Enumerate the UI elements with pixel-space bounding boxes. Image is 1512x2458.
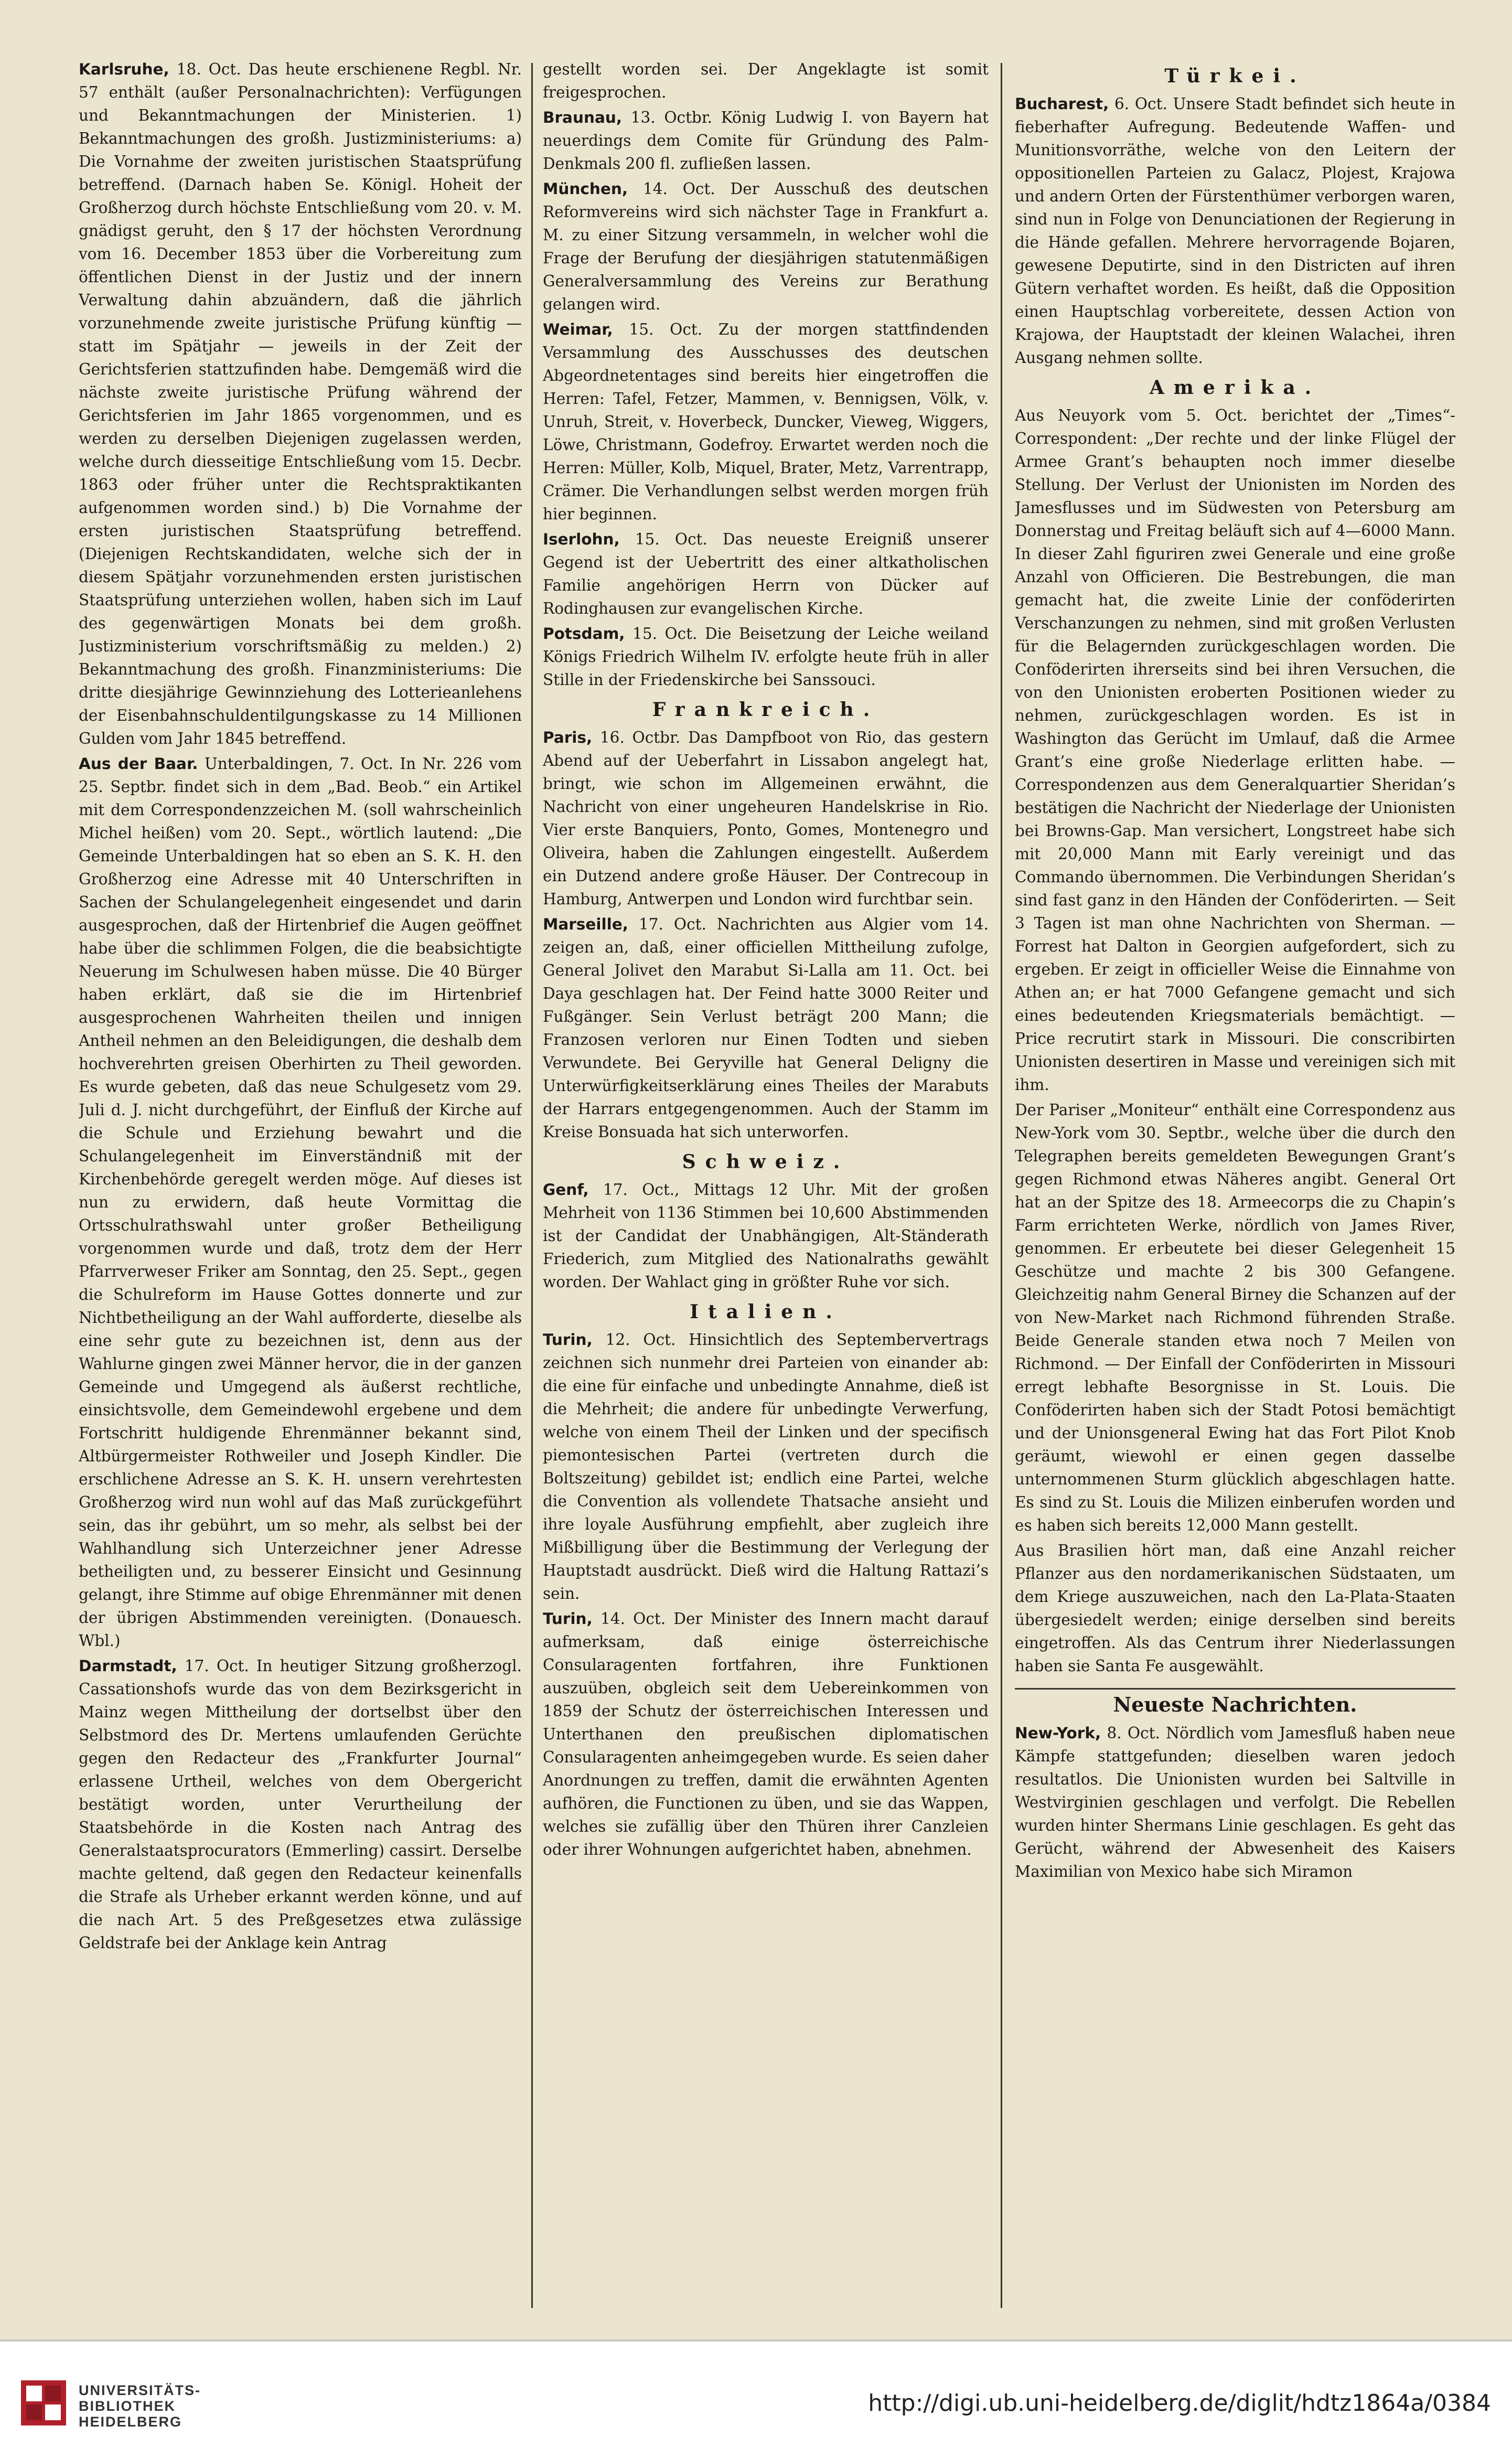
- article-text: 14. Oct. Der Minister des Innern macht darauf aufmerksam, daß einige österreichische Consularagenten fortfahren, ihre Funktionen auszuüben, obgleich seit dem Uebereinkommen von 1859 der Schutz der österreichischen Interessen und Unterthanen den preußischen diplomatischen Consularagenten anheimgegeben wurde. Es seien daher Anordnungen zu treffen, damit die erwähnten Agenten aufhören, die Functionen zu üben, und sie das Wappen, welches sie zufällig über den Thüren ihrer Canzleien oder ihrer Wohnungen aufgerichtet haben, abnehmen.: [543, 1610, 989, 1858]
- column-3: [1015, 58, 1455, 2318]
- article-text: 16. Octbr. Das Dampfboot von Rio, das gestern Abend auf der Ueberfahrt in Lissabon angelegt hat, bringt, wie schon im Allgemeinen erwähnt, die Nachricht von einer ungeheuren Handelskrise in Rio. Vier erste Banquiers, Ponto, Gomes, Montenegro und Oliveira, haben die Zahlungen eingestellt. Außerdem ein Dutzend andere große Häuser. Der Contrecoup in Hamburg, Antwerpen und London wird furchtbar sein.: [543, 729, 989, 908]
- article-text: 8. Oct. Nördlich vom Jamesfluß haben neue Kämpfe stattgefunden; dieselben waren jedoch resultatlos. Die Unionisten wurden bei Saltville in Westvirginien geschlagen und verfolgt. Die Rebellen wurden hinter Shermans Linie geschlagen. Es geht das Gerücht, während der Abwesenheit des Kaisers Maximilian von Mexico habe sich Miramon: [1015, 1724, 1455, 1880]
- news-article: [1015, 1098, 1455, 1537]
- dateline-place: Paris,: [543, 729, 593, 746]
- section-heading: Türkei.: [1164, 65, 1306, 87]
- article-text: 13. Octbr. König Ludwig I. von Bayern hat neuerdings dem Comite für Gründung des Palm-Denkmals 200 fl. zufließen lassen.: [543, 109, 989, 173]
- article-text: 18. Oct. Das heute erschienene Regbl. Nr. 57 enthält (außer Personalnachrichten): Verfügungen und Bekanntmachungen der Ministerien. 1) Bekanntmachungen des großh. Justizministeriums: a) Die Vornahme der zweiten juristischen Staatsprüfung betreffend. (Darnach haben Se. Königl. Hoheit der Großherzog durch höchste Entschließung vom 20. v. M. gnädigst geruht, den § 17 der höchsten Verordnung vom 16. December 1853 über die Vorbereitung zum öffentlichen Dienst in der Justiz und der innern Verwaltung dahin abzuändern, daß die jährlich vorzunehmende zweite juristische Prüfung künftig — statt im Spätjahr — jeweils in der Zeit der Gerichtsferien stattzufinden habe. Demgemäß wird die nächste zweite juristische Prüfung während der Gerichtsferien im Jahr 1865 vorgenommen, und es werden zu derselben Diejenigen zugelassen werden, welche durch diesseitige Entschließung vom 15. Decbr. 1863 oder früher unter die Rechtspraktikanten aufgenommen worden sind.) b) Die Vornahme der ersten juristischen Staatsprüfung betreffend. (Diejenigen Rechtskandidaten, welche sich der in diesem Spätjahr vorzunehmenden ersten juristischen Staatsprüfung unterziehen wollen, haben sich im Lauf des gegenwärtigen Monats bei dem großh. Justizministerium vorschriftsmäßig zu melden.) 2) Bekanntmachung des großh. Finanzministeriums: Die dritte diesjährige Gewinnziehung des Lotterieanlehens der Eisenbahnschuldentilgungskasse zu 14 Millionen Gulden vom Jahr 1845 betreffend.: [79, 60, 522, 747]
- column-2: [543, 58, 989, 2318]
- dateline-place: München,: [543, 180, 628, 198]
- dateline-place: Turin,: [543, 1331, 593, 1349]
- section-heading: Italien.: [690, 1301, 842, 1323]
- article-text: 15. Oct. Die Beisetzung der Leiche weiland Königs Friedrich Wilhelm IV. erfolgte heute früh in aller Stille in der Friedenskirche bei Sanssouci.: [543, 625, 989, 689]
- news-article: [543, 318, 989, 526]
- article-text: 14. Oct. Der Ausschuß des deutschen Reformvereins wird sich nächster Tage in Frankfurt a. M. zu einer Sitzung versammeln, in welcher wohl die Frage der Berufung der diesjährigen statutenmäßigen Generalversammlung des Vereins zur Berathung gelangen wird.: [543, 180, 989, 313]
- column-1: [79, 58, 522, 2318]
- news-article: [79, 1654, 522, 1954]
- university-library-logo-icon: [21, 2380, 66, 2425]
- news-article: [543, 1178, 989, 1294]
- article-text: Unterbaldingen, 7. Oct. In Nr. 226 vom 25. Septbr. findet sich in dem „Bad. Beob.“ ein Artikel mit dem Correspondenzzeichen M. (soll wahrscheinlich Michel heißen) vom 20. Sept., wörtlich lautend: „Die Gemeinde Unterbaldingen hat so eben an S. K. H. den Großherzog eine Adresse mit 40 Unterschriften in Sachen der Schulangelegenheit eingesendet und darin ausgesprochen, daß der Hirtenbrief die Augen geöffnet habe über die schlimmen Folgen, die die beabsichtigte Neuerung im Schulwesen haben müsse. Die 40 Bürger haben erklärt, daß sie die im Hirtenbrief ausgesprochenen Wahrheiten theilen und innigen Antheil nehmen an den Beleidigungen, die deshalb dem hochverehrten greisen Oberhirten zu Theil geworden. Es wurde gebeten, daß das neue Schulgesetz vom 29. Juli d. J. nicht durchgeführt, der Einfluß der Kirche auf die Schule und Erziehung bewahrt und die Schulangelegenheit im Einverständniß mit der Kirchenbehörde geregelt werden möge. Auf dieses ist nun zu erwidern, daß heute Vormittag die Ortsschulrathswahl unter großer Betheiligung vorgenommen wurde und daß, trotz dem der Herr Pfarrverweser Friker am Sonntag, den 25. Sept., gegen die Schulreform im Hause Gottes donnerte und zur Nichtbetheiligung an der Wahl aufforderte, dieselbe als eine sehr gute zu bezeichnen ist, denn aus der Wahlurne gingen zwei Männer hervor, die in der ganzen Gemeinde und Umgegend als äußerst rechtliche, einsichtsvolle, dem Gemeindewohl ergebene und dem Fortschritt huldigende Ehrenmänner bekannt sind, Altbürgermeister Rothweiler und Joseph Kindler. Die erschlichene Adresse an S. K. H. unsern verehrtesten Großherzog wird nun wohl auf das Maß zurückgeführt sein, das ihr gebührt, um so mehr, als selbst bei der Wahlhandlung sich Unterzeichner jener Adresse betheiligten und, zu besserer Einsicht und Gesinnung gelangt, ihre Stimme auf obige Ehrenmänner mit denen der übrigen Abstimmenden vereinigten. (Donauesch. Wbl.): [79, 755, 522, 1650]
- dateline-place: Weimar,: [543, 320, 613, 338]
- news-article: [1015, 1722, 1455, 1883]
- news-article: [543, 1328, 989, 1605]
- article-text: 15. Oct. Zu der morgen stattfindenden Versammlung des Ausschusses des deutschen Abgeordnetentages sind bereits hier eingetroffen die Herren: Tafel, Fetzer, Mammen, v. Bennigsen, Völk, v. Unruh, Streit, v. Hoverbeck, Duncker, Vieweg, Wiggers, Löwe, Christmann, Godefroy. Erwartet werden noch die Herren: Müller, Kolb, Miquel, Brater, Metz, Varrentrapp, Crämer. Die Verhandlungen selbst werden morgen früh hier beginnen.: [543, 320, 989, 523]
- dateline-place: Iserlohn,: [543, 530, 620, 548]
- footer-bar: [0, 2339, 1512, 2458]
- dateline-place: Aus der Baar.: [79, 755, 198, 773]
- dateline-place: Braunau,: [543, 109, 623, 126]
- dateline-place: Marseille,: [543, 915, 628, 933]
- news-article: [543, 913, 989, 1143]
- news-article: [1015, 404, 1455, 1096]
- news-article: [543, 622, 989, 691]
- dateline-place: Darmstadt,: [79, 1657, 177, 1675]
- article-text: 6. Oct. Unsere Stadt befindet sich heute in fieberhafter Aufregung. Bedeutende Waffen- und Munitionsvorräthe, welche von den Leitern der oppositionellen Parteien zu Galacz, Plojest, Krajowa und andern Orten der Fürstenthümer verborgen waren, sind nun in Folge von Denunciationen der Regierung in die Hände gefallen. Mehrere hervorragende Bojaren, gewesene Deputirte, sind in den Districten auf ihren Gütern verhaftet worden. Es heißt, daß die Opposition einen Hauptschlag vorbereitete, dessen Action von Krajowa, der Hauptstadt der kleinen Walachei, ihren Ausgang nehmen sollte.: [1015, 95, 1455, 367]
- article-text: 17. Oct. Nachrichten aus Algier vom 14. zeigen an, daß, einer officiellen Mittheilung zufolge, General Jolivet den Marabut Si-Lalla am 11. Oct. bei Daya geschlagen hat. Der Feind hatte 3000 Reiter und Fußgänger. Sein Verlust beträgt 200 Mann; die Franzosen verloren nur Einen Todten und sieben Verwundete. Bei Geryville hat General Deligny die Unterwürfigkeitserklärung eines Theiles der Marabuts der Harrars entgegengenommen. Auch der Stamm im Kreise Bonsuada hat sich unterworfen.: [543, 915, 989, 1141]
- column-divider: [531, 63, 533, 2308]
- article-text: 17. Oct. In heutiger Sitzung großherzogl. Cassationshofs wurde das von dem Bezirksgericht in Mainz wegen Mittheilung der dortselbst über den Selbstmord des Dr. Mertens umlaufenden Gerüchte gegen den Redacteur des „Frankfurter Journal“ erlassene Urtheil, welches von dem Obergericht bestätigt worden, unter Verurtheilung der Staatsbehörde in die Kosten nach Antrag des Generalstaatsprocurators (Emmerling) cassirt. Derselbe machte geltend, daß gegen den Redacteur keinenfalls die Strafe als Urheber erkannt werden könne, und auf die nach Art. 5 des Preßgesetzes etwa zulässige Geldstrafe bei der Anklage kein Antrag: [79, 1657, 522, 1952]
- column-divider: [1001, 63, 1002, 2308]
- article-text: Aus Brasilien hört man, daß eine Anzahl reicher Pflanzer aus den nordamerikanischen Südstaaten, um dem Kriege auszuweichen, nach den La-Plata-Staaten übergesiedelt werden; einige derselben sind bereits eingetroffen. Als das Centrum ihrer Niederlassungen haben sie Santa Fe ausgewählt.: [1015, 1542, 1455, 1675]
- news-article: [543, 1607, 989, 1861]
- dateline-place: Turin,: [543, 1610, 593, 1628]
- library-name-line: HEIDELBERG: [79, 2414, 183, 2430]
- news-article: [543, 106, 989, 175]
- section-divider: [1015, 1688, 1455, 1690]
- news-article: [79, 58, 522, 750]
- dateline-place: New-York,: [1015, 1724, 1101, 1742]
- article-text: Der Pariser „Moniteur“ enthält eine Correspondenz aus New-York vom 30. Septbr., welche über die durch den Telegraphen bereits gemeldeten Bewegungen Grant’s gegen Richmond etwas Näheres angibt. General Ort hat an der Spitze des 18. Armeecorps die zu Chapin’s Farm errichteten Werke, nördlich von James River, genommen. Er erbeutete bei dieser Gelegenheit 15 Geschütze und machte 2 bis 300 Gefangene. Gleichzeitig nahm General Birney die Schanzen auf der von New-Market nach Richmond führenden Straße. Beide Generale standen etwa noch 7 Meilen von Richmond. — Der Einfall der Conföderirten in Missouri erregt lebhafte Besorgnisse in St. Louis. Die Conföderirten haben sich der Stadt Potosi bemächtigt und der Unionsgeneral Ewing hat das Fort Pilot Knob geräumt, wiewohl er einen gegen dasselbe unternommenen Sturm glücklich abgeschlagen hatte. Es sind zu St. Louis die Milizen einberufen worden und es haben sich bereits 12,000 Mann gestellt.: [1015, 1101, 1455, 1534]
- article-text: Aus Neuyork vom 5. Oct. berichtet der „Times“-Correspondent: „Der rechte und der linke Flügel der Armee Grant’s behaupten noch immer dieselbe Stellung. Der Verlust der Unionisten im Norden des Jamesflusses und im Südwesten von Petersburg am Donnerstag und Freitag beläuft sich auf 4—6000 Mann. In dieser Zahl figuriren zwei Generale und eine große Anzahl von Officieren. Die Bestrebungen, die man gemacht hat, die zweite Linie der conföderirten Verschanzungen zu nehmen, sind mit großen Verlusten für die Belagernden zurückgeschlagen worden. Die Conföderirten ihrerseits sind bei ihren Versuchen, die von den Unionisten eroberten Positionen wieder zu nehmen, zurückgeschlagen worden. Es ist in Washington das Gerücht im Umlauf, daß die Armee Grant’s eine große Niederlage erlitten habe. — Correspondenzen aus dem Generalquartier Sheridan’s bestätigen die Nachricht der Niederlage der Unionisten bei Browns-Gap. Man versichert, Longstreet habe sich mit 20,000 Mann mit Early vereinigt und das Commando übernommen. Die Verbindungen Sheridan’s sind fast ganz in den Händen der Conföderirten. — Seit 3 Tagen ist man ohne Nachrichten von Sherman. — Forrest hat Dalton in Georgien aufgefordert, sich zu ergeben. Er zeigt in officieller Weise die Einnahme von Athen an; er hat 7000 Gefangene gemacht und sich eines bedeutenden Kriegsmaterials bemächtigt. — Price recrutirt stark in Missouri. Die conscribirten Unionisten desertiren in Masse und vereinigen sich mit ihm.: [1015, 407, 1455, 1094]
- section-heading: Amerika.: [1149, 377, 1321, 399]
- news-article: [543, 528, 989, 620]
- library-name: [79, 2382, 201, 2430]
- news-article: [1015, 1539, 1455, 1677]
- news-article: [1015, 92, 1455, 369]
- news-article: [543, 726, 989, 911]
- article-text: 12. Oct. Hinsichtlich des Septembervertrags zeichnen sich nunmehr drei Parteien von einander ab: die eine für einfache und unbedingte Annahme, dieß ist die Mehrheit; die andere für unbedingte Verwerfung, welche von einem Theil der Linken und der specifisch piemontesischen Partei (vertreten durch die Boltszeitung) gebildet ist; endlich eine Partei, welche die Convention als vollendete Thatsache ansieht und ihre loyale Ausführung empfiehlt, aber zugleich ihre Mißbilligung über die Bestimmung der Verlegung der Hauptstadt ausdrückt. Dieß wird die Haltung Rattazi’s sein.: [543, 1331, 989, 1602]
- dateline-place: Genf,: [543, 1181, 589, 1199]
- news-article: [543, 58, 989, 104]
- dateline-place: Karlsruhe,: [79, 60, 169, 78]
- library-name-line: BIBLIOTHEK: [79, 2398, 176, 2414]
- dateline-place: Potsdam,: [543, 625, 625, 643]
- article-text: 15. Oct. Das neueste Ereigniß unserer Gegend ist der Uebertritt des einer altkatholischen Familie angehörigen Herrn von Dücker auf Rodinghausen zur evangelischen Kirche.: [543, 530, 989, 617]
- news-article: [543, 177, 989, 316]
- latest-news-heading: Neueste Nachrichten.: [1113, 1693, 1357, 1716]
- article-text: 17. Oct., Mittags 12 Uhr. Mit der großen Mehrheit von 1136 Stimmen bei 10,600 Abstimmenden ist der Candidat der Unabhängigen, Alt-Ständerath Friederich, zum Mitglied des Nationalraths gewählt worden. Der Wahlact ging in größter Ruhe vor sich.: [543, 1181, 989, 1291]
- article-text: gestellt worden sei. Der Angeklagte ist somit freigesprochen.: [543, 60, 989, 101]
- library-name-line: UNIVERSITÄTS-: [79, 2382, 201, 2398]
- dateline-place: Bucharest,: [1015, 95, 1109, 113]
- section-heading: Frankreich.: [652, 699, 880, 721]
- section-heading: Schweiz.: [682, 1151, 850, 1173]
- source-url-link[interactable]: http://digi.ub.uni-heidelberg.de/diglit/hdtz1864a/0384: [868, 2390, 1491, 2417]
- news-article: [79, 752, 522, 1652]
